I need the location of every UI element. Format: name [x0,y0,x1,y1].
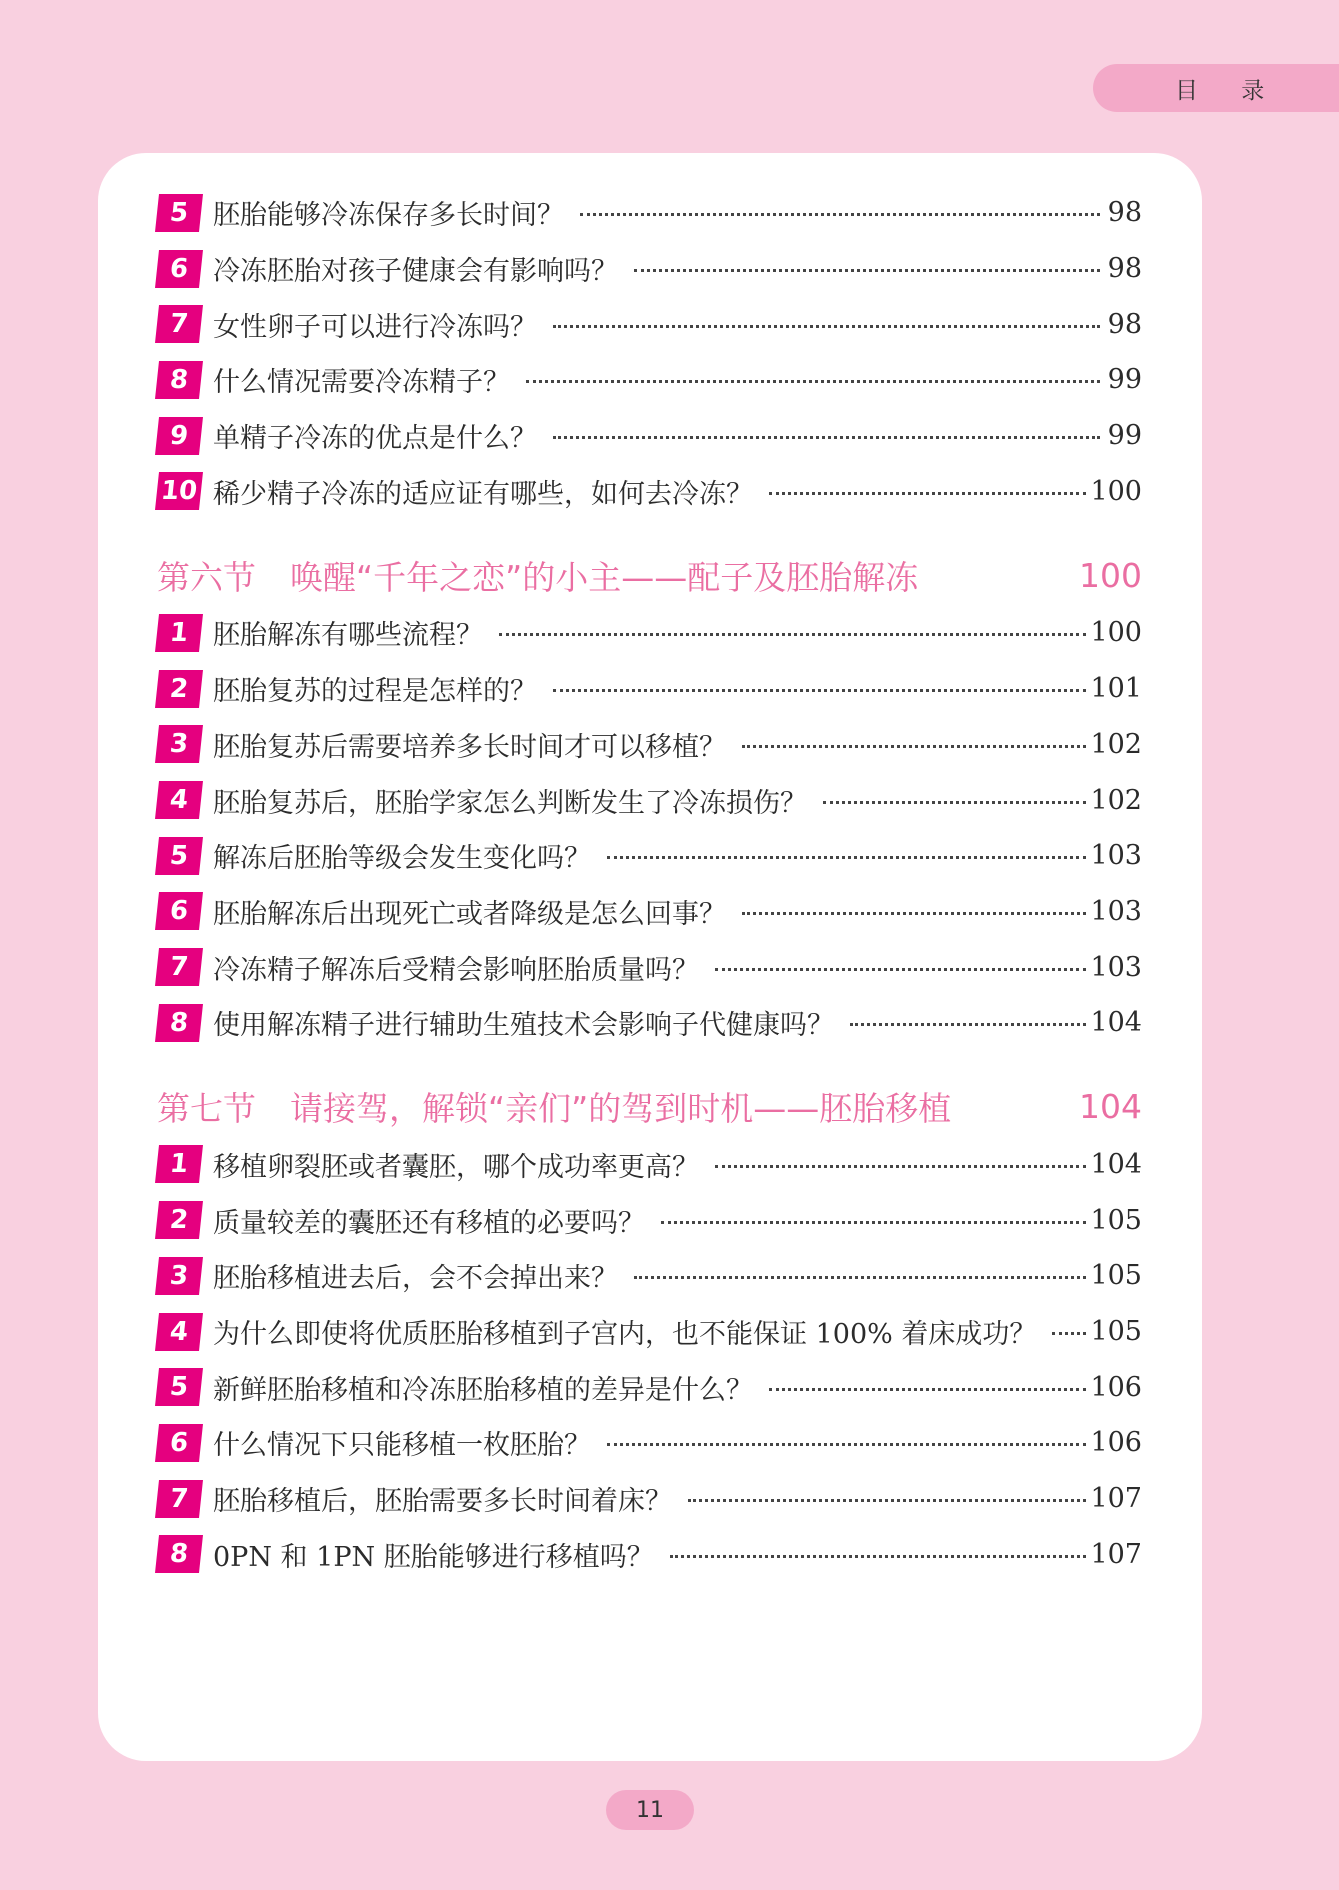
dot-leader [661,1221,1086,1224]
dot-leader [769,492,1086,495]
entry-page: 107 [1090,1538,1142,1570]
entry-page: 98 [1107,253,1142,285]
entry-page: 106 [1090,1427,1142,1459]
toc-entry[interactable] [157,772,1142,828]
entry-number-badge: 2 [155,1201,203,1239]
dot-leader [553,436,1100,439]
entry-question: 解冻后胚胎等级会发生变化吗？ [213,843,591,875]
toc-entry[interactable] [157,1137,1142,1193]
toc-entry[interactable] [157,463,1142,519]
entry-page: 105 [1090,1260,1142,1292]
dot-leader [553,689,1086,692]
section-heading[interactable] [157,1081,1142,1133]
section-page: 100 [1079,555,1142,595]
entry-question: 胚胎复苏后，胚胎学家怎么判断发生了冷冻损伤？ [213,787,807,819]
entry-question: 胚胎能够冷冻保存多长时间？ [213,200,564,232]
dot-leader [634,269,1100,272]
entry-question: 使用解冻精子进行辅助生殖技术会影响子代健康吗？ [213,1010,834,1042]
dot-leader [688,1499,1086,1502]
toc-section [157,549,1142,1051]
entry-number-badge: 6 [155,250,203,288]
entry-number-badge: 6 [155,892,203,930]
entry-question: 移植卵裂胚或者囊胚，哪个成功率更高？ [213,1151,699,1183]
toc-entry[interactable] [157,717,1142,773]
section-number: 第七节 [157,1089,256,1129]
toc-entry[interactable] [157,185,1142,241]
header-label: 目 录 [1175,78,1283,104]
entry-page: 104 [1090,1007,1142,1039]
toc-section [157,1081,1142,1583]
page-number: 11 [606,1790,694,1830]
entry-page: 103 [1090,951,1142,983]
entry-question: 质量较差的囊胚还有移植的必要吗？ [213,1207,645,1239]
entry-number-badge: 5 [155,837,203,875]
entry-number-badge: 5 [155,194,203,232]
entry-page: 99 [1107,364,1142,396]
toc-entry[interactable] [157,1304,1142,1360]
dot-leader [499,633,1086,636]
entry-page: 100 [1090,617,1142,649]
toc-entry[interactable] [157,1359,1142,1415]
toc-entry[interactable] [157,661,1142,717]
dot-leader [742,745,1086,748]
toc-entry[interactable] [157,1248,1142,1304]
toc-entry[interactable] [157,605,1142,661]
entry-number-badge: 1 [155,1145,203,1183]
entry-question: 女性卵子可以进行冷冻吗？ [213,311,537,343]
toc-entry[interactable] [157,241,1142,297]
entry-number-badge: 5 [155,1368,203,1406]
entry-question: 胚胎解冻后出现死亡或者降级是怎么回事？ [213,898,726,930]
toc-entry[interactable] [157,352,1142,408]
entry-question: 胚胎复苏后需要培养多长时间才可以移植？ [213,731,726,763]
entry-number-badge: 8 [155,1535,203,1573]
entry-page: 99 [1107,420,1142,452]
dot-leader [553,325,1100,328]
entry-question: 为什么即使将优质胚胎移植到子宫内，也不能保证 100% 着床成功？ [213,1319,1037,1351]
toc-entry[interactable] [157,408,1142,464]
entry-number-badge: 10 [155,472,203,510]
entry-question: 什么情况需要冷冻精子？ [213,367,510,399]
toc-entry[interactable] [157,939,1142,995]
section-number: 第六节 [157,557,256,597]
dot-leader [670,1555,1087,1558]
entry-page: 101 [1090,673,1142,705]
entry-page: 105 [1090,1204,1142,1236]
entry-question: 冷冻精子解冻后受精会影响胚胎质量吗？ [213,954,699,986]
table-of-contents [157,185,1142,1612]
entry-page: 98 [1107,308,1142,340]
entry-question: 新鲜胚胎移植和冷冻胚胎移植的差异是什么？ [213,1374,753,1406]
section-page: 104 [1079,1087,1142,1127]
dot-leader [715,1165,1086,1168]
entry-number-badge: 1 [155,614,203,652]
dot-leader [580,213,1100,216]
dot-leader [607,1443,1086,1446]
entry-question: 胚胎移植后，胚胎需要多长时间着床？ [213,1486,672,1518]
entry-page: 100 [1090,475,1142,507]
entry-page: 104 [1090,1148,1142,1180]
entry-number-badge: 2 [155,670,203,708]
entry-number-badge: 6 [155,1424,203,1462]
toc-entry[interactable] [157,1526,1142,1582]
entry-page: 102 [1090,784,1142,816]
entry-page: 105 [1090,1316,1142,1348]
entry-question: 胚胎移植进去后，会不会掉出来？ [213,1263,618,1295]
toc-entry[interactable] [157,828,1142,884]
entry-number-badge: 7 [155,1480,203,1518]
dot-leader [1052,1332,1086,1335]
entry-question: 胚胎解冻有哪些流程？ [213,620,483,652]
toc-entry[interactable] [157,884,1142,940]
entry-number-badge: 3 [155,725,203,763]
entry-number-badge: 7 [155,948,203,986]
section-title: 唤醒“千年之恋”的小主——配子及胚胎解冻 [290,557,919,597]
toc-entry[interactable] [157,1471,1142,1527]
entry-question: 0PN 和 1PN 胚胎能够进行移植吗？ [213,1541,654,1573]
dot-leader [850,1023,1086,1026]
entry-question: 单精子冷冻的优点是什么？ [213,423,537,455]
toc-entry[interactable] [157,1192,1142,1248]
entry-number-badge: 7 [155,305,203,343]
entry-page: 107 [1090,1483,1142,1515]
entry-number-badge: 8 [155,1004,203,1042]
entry-question: 胚胎复苏的过程是怎样的？ [213,676,537,708]
dot-leader [607,856,1086,859]
section-heading[interactable] [157,549,1142,601]
toc-entry[interactable] [157,296,1142,352]
dot-leader [823,801,1086,804]
entry-page: 103 [1090,840,1142,872]
entry-number-badge: 3 [155,1257,203,1295]
entry-question: 什么情况下只能移植一枚胚胎？ [213,1430,591,1462]
dot-leader [769,1388,1086,1391]
dot-leader [715,968,1086,971]
section-title: 请接驾，解锁“亲们”的驾到时机——胚胎移植 [290,1089,952,1129]
entry-page: 103 [1090,895,1142,927]
entry-page: 98 [1107,197,1142,229]
dot-leader [742,912,1086,915]
toc-entry[interactable] [157,995,1142,1051]
entry-number-badge: 4 [155,1313,203,1351]
entry-page: 106 [1090,1371,1142,1403]
entry-number-badge: 4 [155,781,203,819]
entry-number-badge: 9 [155,417,203,455]
dot-leader [634,1276,1086,1279]
toc-entry[interactable] [157,1415,1142,1471]
entry-question: 稀少精子冷冻的适应证有哪些，如何去冷冻？ [213,478,753,510]
entry-question: 冷冻胚胎对孩子健康会有影响吗？ [213,256,618,288]
dot-leader [526,380,1100,383]
entry-page: 102 [1090,728,1142,760]
entry-number-badge: 8 [155,361,203,399]
toc-section [157,185,1142,519]
